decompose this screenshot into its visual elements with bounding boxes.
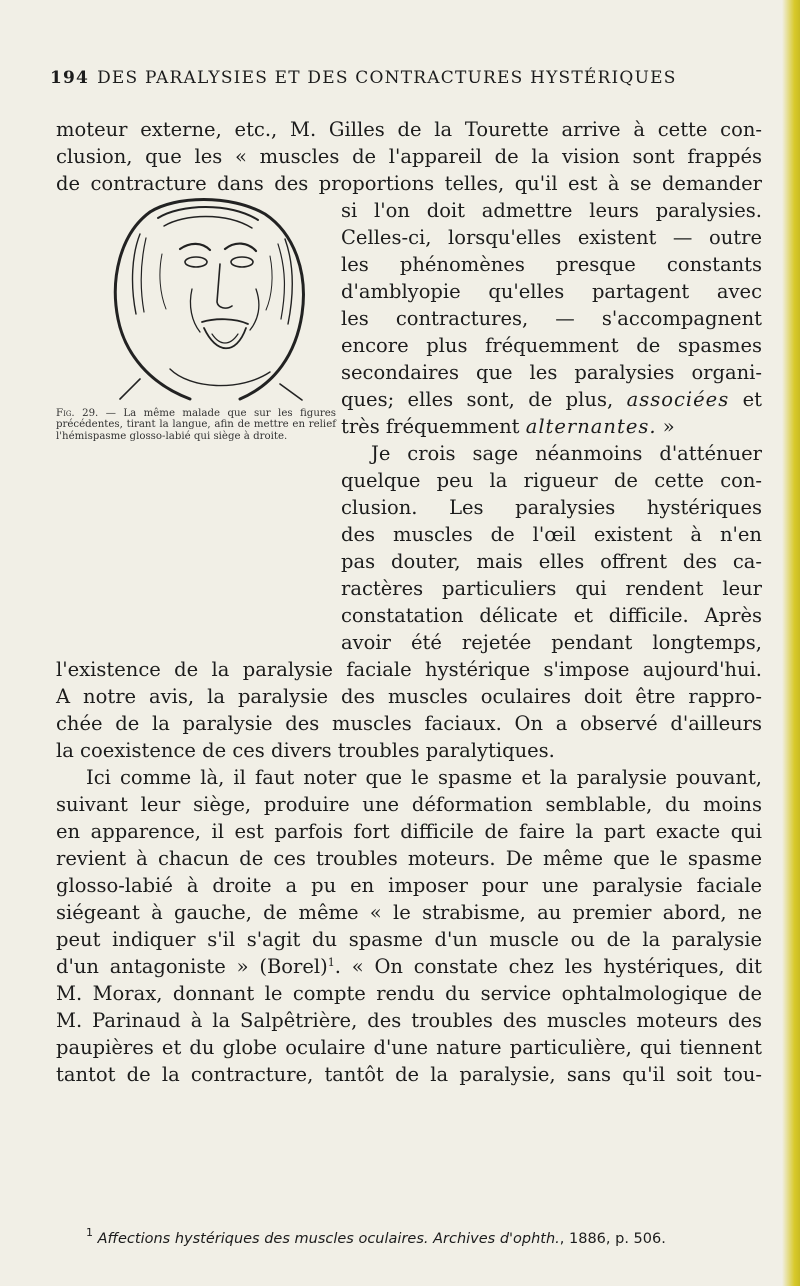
text-line: paupières et du globe oculaire d'une nature particulière, qui tiennent xyxy=(56,1036,762,1059)
text-line: suivant leur siège, produire une déformation semblable, du moins xyxy=(56,793,762,816)
text-line: M. Parinaud à la Salpêtrière, des troubles des muscles moteurs des xyxy=(56,1009,762,1032)
text-line: si l'on doit admettre leurs paralysies. xyxy=(341,199,762,222)
text-line xyxy=(56,955,762,978)
text-line: tantot de la contracture, tantôt de la paralysie, sans qu'il soit tou- xyxy=(56,1063,762,1086)
text-line: M. Morax, donnant le compte rendu du service ophtalmologique de xyxy=(56,982,762,1005)
text-line: chée de la paralysie des muscles faciaux. On a observé d'ailleurs xyxy=(56,712,762,735)
text-line: encore plus fréquemment de spasmes xyxy=(341,334,762,357)
text-line: siégeant à gauche, de même « le strabisme, au premier abord, ne xyxy=(56,901,762,924)
text-line: en apparence, il est parfois fort difficile de faire la part exacte qui xyxy=(56,820,762,843)
footnote-title: Affections hystériques des muscles oculaires. Archives d'ophth. xyxy=(97,1231,560,1247)
text-line: l'existence de la paralysie faciale hystérique s'impose aujourd'hui. xyxy=(56,658,762,681)
text-line xyxy=(341,415,762,438)
text-line: quelque peu la rigueur de cette con- xyxy=(341,469,762,492)
emphasis-associees: associées xyxy=(626,388,730,411)
text-span: . « On constate chez les hystériques, dit xyxy=(334,955,762,978)
text-line: A notre avis, la paralysie des muscles oculaires doit être rappro- xyxy=(56,685,762,708)
text-line: moteur externe, etc., M. Gilles de la Tourette arrive à cette con- xyxy=(56,118,762,141)
text-line: la coexistence de ces divers troubles paralytiques. xyxy=(56,739,555,762)
text-line: Je crois sage néanmoins d'atténuer xyxy=(371,442,762,465)
text-line: de contracture dans des proportions telles, qu'il est à se demander xyxy=(56,172,762,195)
text-line: secondaires que les paralysies organi- xyxy=(341,361,762,384)
footnote-number: 1 xyxy=(86,1226,93,1239)
closing-quote: » xyxy=(662,415,675,438)
text-line: les contractures, — s'accompagnent xyxy=(341,307,762,330)
text-line: peut indiquer s'il s'agit du spasme d'un muscle ou de la paralysie xyxy=(56,928,762,951)
text-span: et xyxy=(742,388,762,411)
text-line: les phénomènes presque constants xyxy=(341,253,762,276)
running-title: DES PARALYSIES ET DES CONTRACTURES HYSTÉRIQUES xyxy=(97,68,677,88)
text-line: clusion. Les paralysies hystériques xyxy=(341,496,762,519)
page-number: 194 xyxy=(50,68,90,88)
text-line: avoir été rejetée pendant longtemps, xyxy=(341,631,762,654)
running-header xyxy=(50,68,750,88)
figure-caption xyxy=(56,408,336,442)
text-span: d'un antagoniste » (Borel) xyxy=(56,955,328,978)
footnote xyxy=(86,1226,766,1247)
emphasis-alternantes: alternantes. xyxy=(525,415,657,438)
page-edge-stain xyxy=(782,0,800,1286)
caption-text: — La même malade que sur les figures précédentes, tirant la langue, afin de mettre en relief l'hémispasme glosso-labié qui siège à droite. xyxy=(56,408,337,442)
footnote-reference: , 1886, p. 506. xyxy=(559,1231,666,1247)
text-line: ractères particuliers qui rendent leur xyxy=(341,577,762,600)
text-line: Celles-ci, lorsqu'elles existent — outre xyxy=(341,226,762,249)
text-span: très fréquemment xyxy=(341,415,520,438)
text-span: ques; elles sont, de plus, xyxy=(341,388,614,411)
text-line: revient à chacun de ces troubles moteurs. De même que le spasme xyxy=(56,847,762,870)
text-line: des muscles de l'œil existent à n'en xyxy=(341,523,762,546)
text-line: clusion, que les « muscles de l'appareil de la vision sont frappés xyxy=(56,145,762,168)
text-line xyxy=(341,388,762,411)
engraving-face-illustration xyxy=(80,194,335,406)
text-line: Ici comme là, il faut noter que le spasme et la paralysie pouvant, xyxy=(86,766,762,789)
text-line: pas douter, mais elles offrent des ca- xyxy=(341,550,762,573)
text-line: glosso-labié à droite a pu en imposer pour une paralysie faciale xyxy=(56,874,762,897)
footnote-ref: 1 xyxy=(327,956,335,969)
text-line: constatation délicate et difficile. Après xyxy=(341,604,762,627)
figure-label: Fig. 29. xyxy=(56,408,99,419)
text-line: d'amblyopie qu'elles partagent avec xyxy=(341,280,762,303)
